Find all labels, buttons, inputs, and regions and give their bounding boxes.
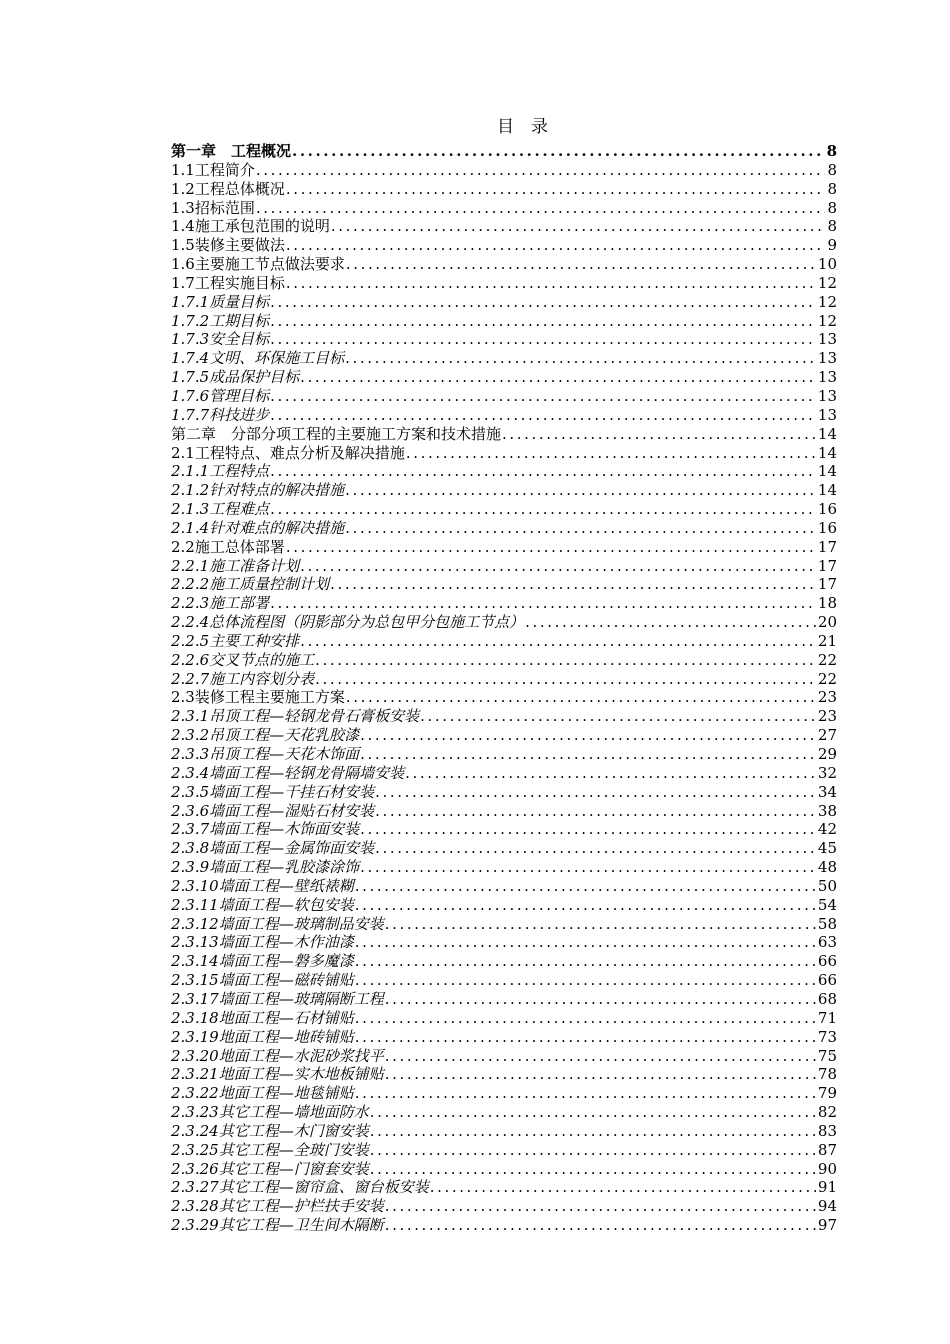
- toc-page-number: 91: [817, 1178, 837, 1197]
- toc-page-number: 8: [826, 142, 837, 160]
- toc-page-number: 97: [817, 1216, 837, 1235]
- toc-dot-leader: [344, 481, 816, 500]
- toc-entry[interactable]: [171, 1122, 837, 1141]
- toc-entry[interactable]: [171, 462, 837, 481]
- toc-entry[interactable]: [171, 444, 837, 463]
- toc-entry[interactable]: [171, 1009, 837, 1028]
- toc-entry[interactable]: [171, 726, 837, 745]
- toc-entry-label: 2.2.7施工内容划分表: [171, 669, 315, 688]
- toc-entry-label: 2.2.3施工部署: [171, 594, 270, 613]
- toc-dot-leader: [369, 1103, 816, 1122]
- toc-entry[interactable]: [171, 594, 837, 613]
- toc-dot-leader: [354, 933, 816, 952]
- toc-entry[interactable]: [171, 613, 837, 632]
- toc-entry-label: 2.3.9墙面工程—乳胶漆涂饰: [171, 858, 360, 877]
- toc-page-number: 23: [817, 707, 837, 726]
- toc-page-number: 14: [817, 424, 837, 443]
- toc-entry-label: 2.3.22地面工程—地毯铺贴: [171, 1084, 354, 1103]
- toc-page-number: 83: [817, 1121, 837, 1140]
- toc-dot-leader: [299, 368, 816, 387]
- toc-entry-label: 2.3.7墙面工程—木饰面安装: [171, 820, 360, 839]
- toc-dot-leader: [354, 1028, 816, 1047]
- toc-entry-label: 2.3装修工程主要施工方案: [171, 688, 345, 707]
- toc-page-number: 16: [817, 500, 837, 519]
- toc-dot-leader: [314, 651, 816, 670]
- toc-dot-leader: [329, 575, 816, 594]
- toc-entry-label: 2.3.24其它工程—木门窗安装: [171, 1121, 369, 1140]
- toc-entry[interactable]: [171, 1103, 837, 1122]
- toc-page-number: 8: [827, 160, 837, 179]
- toc-entry-label: 1.7.6管理目标: [171, 386, 270, 405]
- toc-dot-leader: [384, 990, 816, 1009]
- toc-page-number: 29: [817, 745, 837, 763]
- toc-entry-label: 2.2施工总体部署: [171, 537, 285, 556]
- toc-entry[interactable]: [171, 575, 837, 594]
- toc-page-number: 10: [817, 255, 837, 274]
- toc-entry[interactable]: [171, 688, 837, 707]
- toc-entry-label: 1.4施工承包范围的说明: [171, 217, 330, 236]
- toc-entry[interactable]: [171, 802, 837, 821]
- toc-entry-label: 2.3.2吊顶工程—天花乳胶漆: [171, 726, 360, 745]
- toc-entry-label: 2.3.21地面工程—实木地板铺贴: [171, 1065, 384, 1084]
- toc-entry-label: 1.5装修主要做法: [171, 236, 285, 255]
- toc-entry-label: 2.3.29其它工程—卫生间木隔断: [171, 1216, 384, 1235]
- toc-entry[interactable]: [171, 632, 837, 651]
- toc-entry[interactable]: [171, 651, 837, 670]
- toc-page-number: 14: [817, 443, 837, 462]
- toc-entry-label: 1.7.4文明、环保施工目标: [171, 349, 345, 368]
- toc-dot-leader: [354, 896, 816, 915]
- toc-entry-label: 2.2.2施工质量控制计划: [171, 575, 330, 594]
- toc-entry-label: 2.2.4总体流程图（阴影部分为总包甲分包施工节点）: [171, 613, 525, 632]
- toc-entry-label: 2.3.5墙面工程—干挂石材安装: [171, 782, 375, 801]
- toc-entry[interactable]: [171, 877, 837, 896]
- toc-page-number: 14: [817, 462, 837, 481]
- toc-entry-label: 2.3.19地面工程—地砖铺贴: [171, 1027, 354, 1046]
- toc-entry[interactable]: [171, 1084, 837, 1103]
- toc-entry-label: 2.3.23其它工程—墙地面防水: [171, 1103, 369, 1122]
- toc-entry-label: 2.3.8墙面工程—金属饰面安装: [171, 839, 375, 858]
- toc-dot-leader: [255, 161, 826, 180]
- toc-entry-label: 1.7.7科技进步: [171, 405, 270, 424]
- toc-dot-leader: [330, 217, 826, 236]
- toc-dot-leader: [345, 255, 816, 274]
- toc-page-number: 13: [817, 349, 837, 368]
- toc-dot-leader: [369, 1122, 816, 1141]
- toc-entry-label: 2.3.10墙面工程—壁纸裱糊: [171, 876, 354, 895]
- toc-entry-label: 2.1.4针对难点的解决措施: [171, 518, 345, 537]
- toc-entry-label: 2.3.26其它工程—门窗套安装: [171, 1159, 369, 1178]
- toc-entry-label: 2.3.12墙面工程—玻璃制品安装: [171, 914, 384, 933]
- toc-dot-leader: [344, 519, 816, 538]
- toc-dot-leader: [359, 858, 816, 877]
- toc-dot-leader: [269, 462, 816, 481]
- toc-entry-label: 2.3.13墙面工程—木作油漆: [171, 933, 354, 952]
- toc-page-number: 17: [817, 537, 837, 556]
- toc-entry[interactable]: [171, 1047, 837, 1066]
- toc-dot-leader: [285, 236, 826, 255]
- toc-entry-label: 1.2工程总体概况: [171, 179, 285, 198]
- toc-dot-leader: [384, 915, 816, 934]
- toc-dot-leader: [269, 500, 816, 519]
- toc-page-number: 22: [817, 650, 837, 669]
- toc-entry-label: 2.3.11墙面工程—软包安装: [171, 895, 354, 914]
- toc-dot-leader: [384, 1216, 816, 1235]
- toc-page-number: 12: [817, 292, 837, 311]
- toc-page-number: 73: [817, 1027, 837, 1046]
- toc-entry-label: 1.7.3安全目标: [171, 330, 270, 349]
- toc-dot-leader: [524, 613, 816, 632]
- toc-dot-leader: [354, 1084, 816, 1103]
- toc-page-number: 12: [817, 311, 837, 330]
- toc-chapter-entry[interactable]: [171, 142, 837, 161]
- toc-entry[interactable]: [171, 1160, 837, 1179]
- toc-page-number: 50: [817, 876, 837, 895]
- toc-page-number: 8: [827, 198, 837, 217]
- toc-entry[interactable]: [171, 839, 837, 858]
- toc-page-number: 16: [817, 518, 837, 537]
- toc-dot-leader: [359, 726, 816, 745]
- toc-dot-leader: [354, 877, 816, 896]
- toc-page-number: 63: [817, 933, 837, 952]
- toc-entry-label: 1.7.2工期目标: [171, 311, 270, 330]
- toc-entry[interactable]: [171, 274, 837, 293]
- toc-page-number: 9: [827, 236, 837, 255]
- toc-entry-label: 2.3.3吊顶工程—天花木饰面: [171, 745, 360, 763]
- toc-entry[interactable]: [171, 896, 837, 915]
- toc-dot-leader: [384, 1197, 816, 1216]
- table-of-contents: [171, 142, 837, 1235]
- toc-dot-leader: [269, 312, 816, 331]
- toc-dot-leader: [354, 971, 816, 990]
- toc-dot-leader: [405, 444, 816, 463]
- toc-entry[interactable]: [171, 670, 837, 689]
- toc-page-number: 34: [817, 782, 837, 801]
- toc-entry[interactable]: [171, 349, 837, 368]
- toc-page-number: 21: [817, 631, 837, 650]
- toc-entry-label: 2.3.27其它工程—窗帘盒、窗台板安装: [171, 1178, 429, 1197]
- toc-page-number: 45: [817, 839, 837, 858]
- toc-entry[interactable]: [171, 764, 837, 783]
- toc-page-number: 13: [817, 405, 837, 424]
- toc-page-number: 68: [817, 989, 837, 1008]
- toc-entry[interactable]: [171, 255, 837, 274]
- toc-entry[interactable]: [171, 293, 837, 312]
- toc-entry[interactable]: [171, 312, 837, 331]
- toc-entry[interactable]: [171, 500, 837, 519]
- toc-dot-leader: [345, 688, 816, 707]
- toc-page-number: 14: [817, 481, 837, 500]
- toc-entry-label: 2.1.2针对特点的解决措施: [171, 481, 345, 500]
- toc-entry-label: 2.3.25其它工程—全玻门安装: [171, 1140, 369, 1159]
- toc-entry-label: 2.3.14墙面工程—磐多魔漆: [171, 952, 354, 971]
- toc-dot-leader: [374, 783, 816, 802]
- toc-entry[interactable]: [171, 745, 837, 764]
- toc-entry-label: 2.3.4墙面工程—轻钢龙骨隔墙安装: [171, 763, 405, 782]
- toc-page-number: 82: [817, 1103, 837, 1122]
- toc-entry[interactable]: [171, 952, 837, 971]
- toc-entry[interactable]: [171, 519, 837, 538]
- toc-page-number: 20: [817, 613, 837, 632]
- toc-page-number: 87: [817, 1140, 837, 1159]
- toc-entry-label: 2.2.1施工准备计划: [171, 556, 300, 575]
- toc-page-number: 90: [817, 1159, 837, 1178]
- toc-entry[interactable]: [171, 707, 837, 726]
- toc-entry-label: 2.1.3工程难点: [171, 500, 270, 519]
- toc-chapter-entry[interactable]: [171, 425, 837, 444]
- toc-dot-leader: [285, 538, 816, 557]
- toc-entry-label: 2.2.5主要工种安排: [171, 631, 300, 650]
- toc-page-number: 66: [817, 971, 837, 990]
- toc-entry[interactable]: [171, 406, 837, 425]
- toc-page-number: 27: [817, 726, 837, 745]
- toc-dot-leader: [354, 952, 816, 971]
- toc-entry[interactable]: [171, 858, 837, 877]
- toc-page-number: 32: [817, 763, 837, 782]
- toc-entry-label: 1.1工程简介: [171, 160, 255, 179]
- toc-dot-leader: [269, 406, 816, 425]
- toc-dot-leader: [269, 387, 816, 406]
- toc-dot-leader: [269, 330, 816, 349]
- toc-dot-leader: [369, 1160, 816, 1179]
- toc-page-number: 17: [817, 556, 837, 575]
- toc-entry[interactable]: [171, 557, 837, 576]
- toc-entry-label: 2.1工程特点、难点分析及解决措施: [171, 443, 405, 462]
- toc-entry[interactable]: [171, 1065, 837, 1084]
- toc-dot-leader: [299, 632, 816, 651]
- toc-entry-label: 1.7.5成品保护目标: [171, 368, 300, 387]
- toc-entry[interactable]: [171, 161, 837, 180]
- toc-page-number: 13: [817, 330, 837, 349]
- toc-dot-leader: [429, 1178, 816, 1197]
- toc-entry[interactable]: [171, 990, 837, 1009]
- toc-entry-label: 2.3.15墙面工程—磁砖铺贴: [171, 971, 354, 990]
- toc-page-number: 58: [817, 914, 837, 933]
- toc-entry[interactable]: [171, 933, 837, 952]
- toc-entry[interactable]: [171, 538, 837, 557]
- toc-entry-label: 2.3.20地面工程—水泥砂浆找平: [171, 1046, 384, 1065]
- toc-dot-leader: [359, 745, 816, 764]
- toc-page-number: 66: [817, 952, 837, 971]
- toc-entry[interactable]: [171, 915, 837, 934]
- toc-entry-label: 第一章 工程概况: [171, 142, 292, 160]
- toc-page-number: 8: [827, 217, 837, 236]
- toc-dot-leader: [419, 707, 816, 726]
- toc-page-number: 8: [827, 179, 837, 198]
- toc-page-number: 75: [817, 1046, 837, 1065]
- toc-dot-leader: [354, 1009, 816, 1028]
- toc-page-number: 38: [817, 801, 837, 820]
- toc-entry-label: 2.3.18地面工程—石材铺贴: [171, 1008, 354, 1027]
- toc-dot-leader: [384, 1065, 816, 1084]
- toc-entry[interactable]: [171, 1141, 837, 1160]
- toc-page-number: 48: [817, 858, 837, 877]
- toc-entry-label: 1.7.1质量目标: [171, 292, 270, 311]
- toc-dot-leader: [269, 293, 816, 312]
- toc-page-number: 22: [817, 669, 837, 688]
- toc-page-number: 71: [817, 1008, 837, 1027]
- toc-entry-label: 2.1.1工程特点: [171, 462, 270, 481]
- toc-entry[interactable]: [171, 481, 837, 500]
- toc-page-number: 78: [817, 1065, 837, 1084]
- toc-page-number: 94: [817, 1197, 837, 1216]
- toc-entry-label: 2.3.28其它工程—护栏扶手安装: [171, 1197, 384, 1216]
- toc-entry[interactable]: [171, 330, 837, 349]
- toc-dot-leader: [344, 349, 816, 368]
- toc-entry[interactable]: [171, 1197, 837, 1216]
- toc-dot-leader: [369, 1141, 816, 1160]
- toc-entry[interactable]: [171, 783, 837, 802]
- toc-dot-leader: [314, 670, 816, 689]
- toc-dot-leader: [501, 425, 816, 444]
- toc-dot-leader: [374, 839, 816, 858]
- toc-entry[interactable]: [171, 820, 837, 839]
- toc-entry[interactable]: [171, 971, 837, 990]
- toc-page-number: 12: [817, 273, 837, 292]
- toc-entry[interactable]: [171, 387, 837, 406]
- toc-dot-leader: [384, 1047, 816, 1066]
- toc-entry-label: 2.3.1吊顶工程—轻钢龙骨石膏板安装: [171, 707, 420, 726]
- toc-entry[interactable]: [171, 180, 837, 199]
- toc-entry-label: 2.3.6墙面工程—湿贴石材安装: [171, 801, 375, 820]
- toc-entry[interactable]: [171, 368, 837, 387]
- toc-page-number: 42: [817, 820, 837, 839]
- toc-dot-leader: [255, 199, 826, 218]
- toc-page-number: 17: [817, 575, 837, 594]
- toc-entry[interactable]: [171, 217, 837, 236]
- toc-entry-label: 2.2.6交叉节点的施工: [171, 650, 315, 669]
- toc-title: 目 录: [497, 117, 548, 137]
- toc-entry-label: 1.7工程实施目标: [171, 273, 285, 292]
- toc-dot-leader: [359, 820, 816, 839]
- toc-page-number: 54: [817, 895, 837, 914]
- toc-page-number: 23: [817, 688, 837, 707]
- toc-entry-label: 2.3.17墙面工程—玻璃隔断工程: [171, 989, 384, 1008]
- toc-entry[interactable]: [171, 1216, 837, 1235]
- toc-entry-label: 1.3招标范围: [171, 198, 255, 217]
- toc-dot-leader: [285, 274, 816, 293]
- toc-dot-leader: [269, 594, 816, 613]
- toc-entry[interactable]: [171, 236, 837, 255]
- toc-page-number: 18: [817, 594, 837, 613]
- toc-dot-leader: [374, 802, 816, 821]
- toc-page-number: 13: [817, 368, 837, 387]
- toc-entry[interactable]: [171, 1178, 837, 1197]
- toc-page-number: 79: [817, 1084, 837, 1103]
- toc-entry[interactable]: [171, 1028, 837, 1047]
- toc-dot-leader: [291, 142, 825, 161]
- toc-entry-label: 1.6主要施工节点做法要求: [171, 255, 345, 274]
- toc-entry[interactable]: [171, 199, 837, 218]
- toc-dot-leader: [404, 764, 816, 783]
- toc-page-number: 13: [817, 386, 837, 405]
- toc-dot-leader: [299, 557, 816, 576]
- toc-dot-leader: [285, 180, 826, 199]
- toc-entry-label: 第二章 分部分项工程的主要施工方案和技术措施: [171, 424, 502, 443]
